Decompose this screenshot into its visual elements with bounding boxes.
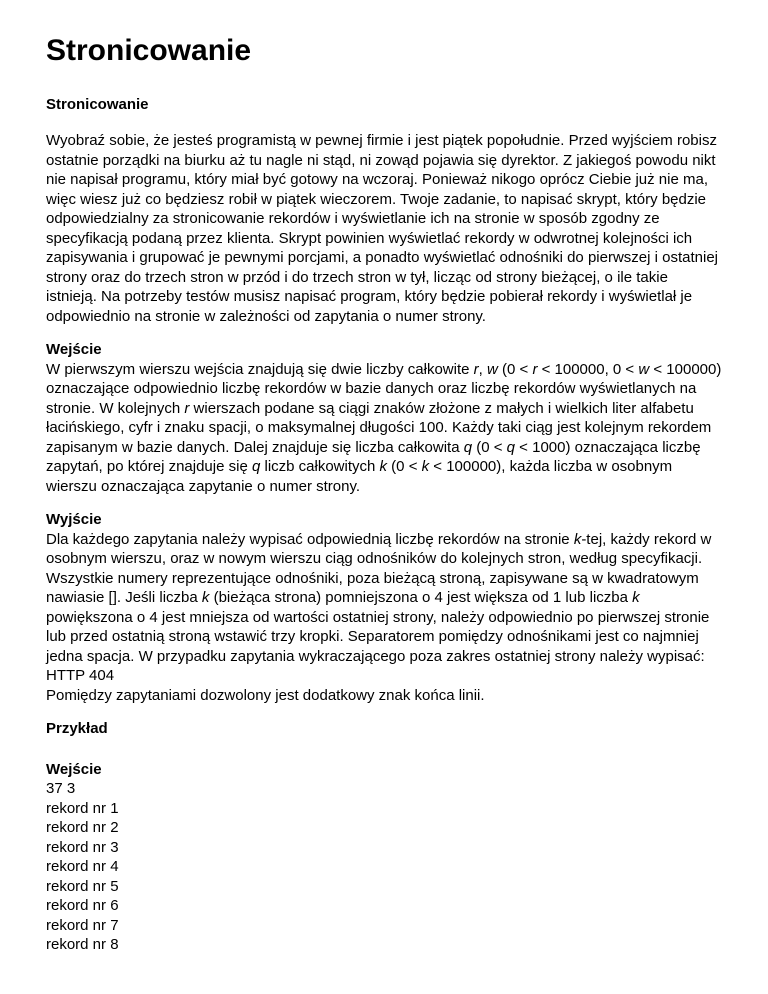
- example-line: rekord nr 6: [46, 897, 119, 914]
- example-line: rekord nr 1: [46, 799, 119, 817]
- example-heading: Przykład: [46, 720, 108, 737]
- input-description: W pierwszym wierszu wejścia znajdują się dwie liczby całkowite r, w (0 < r < 100000, 0 < w < 100000) oznaczające odpowiednio liczbę rekordów w bazie danych oraz liczbę rekordów wyświetlanych na stronie. W kolejnych r wierszach podane są ciągi znaków złożone z małych i wielkich liter alfabetu łacińskiego, cyfr i znaku spacji, o maksymalnej długości 100. Każdy taki ciąg jest kolejnym rekordem zapisanym w bazie danych. Dalej znajduje się liczba całkowita q (0 < q < 1000) oznaczająca liczbę zapytań, po której znajduje się q liczb całkowitych k (0 < k < 100000), każda liczba w osobnym wierszu oznaczająca zapytanie o numer strony.: [46, 360, 722, 495]
- example-line: rekord nr 8: [46, 936, 119, 953]
- example-input-lines: [46, 779, 722, 955]
- output-section: [46, 510, 722, 705]
- example-line: rekord nr 7: [46, 916, 119, 934]
- output-extra-note: Pomiędzy zapytaniami dozwolony jest dodatkowy znak końca linii.: [46, 686, 485, 704]
- example-line: rekord nr 4: [46, 858, 119, 875]
- problem-subtitle: Stronicowanie: [46, 96, 149, 113]
- example-line: rekord nr 3: [46, 838, 119, 856]
- intro-paragraph: Wyobraź sobie, że jesteś programistą w pewnej firmie i jest piątek popołudnie. Przed wyjściem robisz ostatnie porządki na biurku aż tu nagle ni stąd, ni zowąd pojawia się dyrektor. Z jakiegoś powodu nikt nie napisał programu, który miał być gotowy na wczoraj. Ponieważ nikogo oprócz Ciebie już nie ma, więc wiesz już co będziesz robił w piątek wieczorem. Twoje zadanie, to napisać skrypt, który będzie odpowiedzialny za stronicowanie rekordów i wyświetlanie ich na stronie w sposób zgodny ze specyfikacją podaną przez klienta. Skrypt powinien wyświetlać rekordy w odwrotnej kolejności ich zapisywania i grupować je pewnymi porcjami, a ponadto wyświetlać odnośniki do pierwszej i ostatniej strony oraz do trzech stron w przód i do trzech stron w tył, licząc od strony bieżącej, o ile takie istnieją. Na potrzeby testów musisz napisać program, który będzie pobierał rekordy i wyświetlał je odpowiednio na stronie w zależności od zapytania o numer strony.: [46, 132, 718, 325]
- example-input-section: [46, 760, 722, 955]
- input-section: [46, 340, 722, 496]
- input-heading: Wejście: [46, 341, 102, 358]
- output-description: Dla każdego zapytania należy wypisać odpowiednią liczbę rekordów na stronie k-tej, każdy rekord w osobnym wierszu, oraz w nowym wierszu ciąg odnośników do kolejnych stron, według specyfikacji. Wszystkie numery reprezentujące odnośniki, poza bieżącą stroną, zapisywane są w kwadratowym nawiasie []. Jeśli liczba k (bieżąca strona) pomniejszona o 4 jest większa od 1 lub liczba k powiększona o 4 jest mniejsza od wartości ostatniej strony, należy odpowiednio po pierwszej stronie lub przed ostatnią stroną wstawić trzy kropki. Separatorem pomiędzy odnośnikami jest co najmniej jedna spacja. W przypadku zapytania wykraczającego poza zakres ostatniej strony należy wypisać: HTTP 404: [46, 530, 712, 684]
- example-line: 37 3: [46, 780, 76, 797]
- example-line: rekord nr 2: [46, 819, 119, 836]
- example-input-heading: Wejście: [46, 760, 102, 778]
- example-line: rekord nr 5: [46, 877, 119, 895]
- page-title: Stronicowanie: [46, 34, 252, 67]
- output-heading: Wyjście: [46, 511, 102, 528]
